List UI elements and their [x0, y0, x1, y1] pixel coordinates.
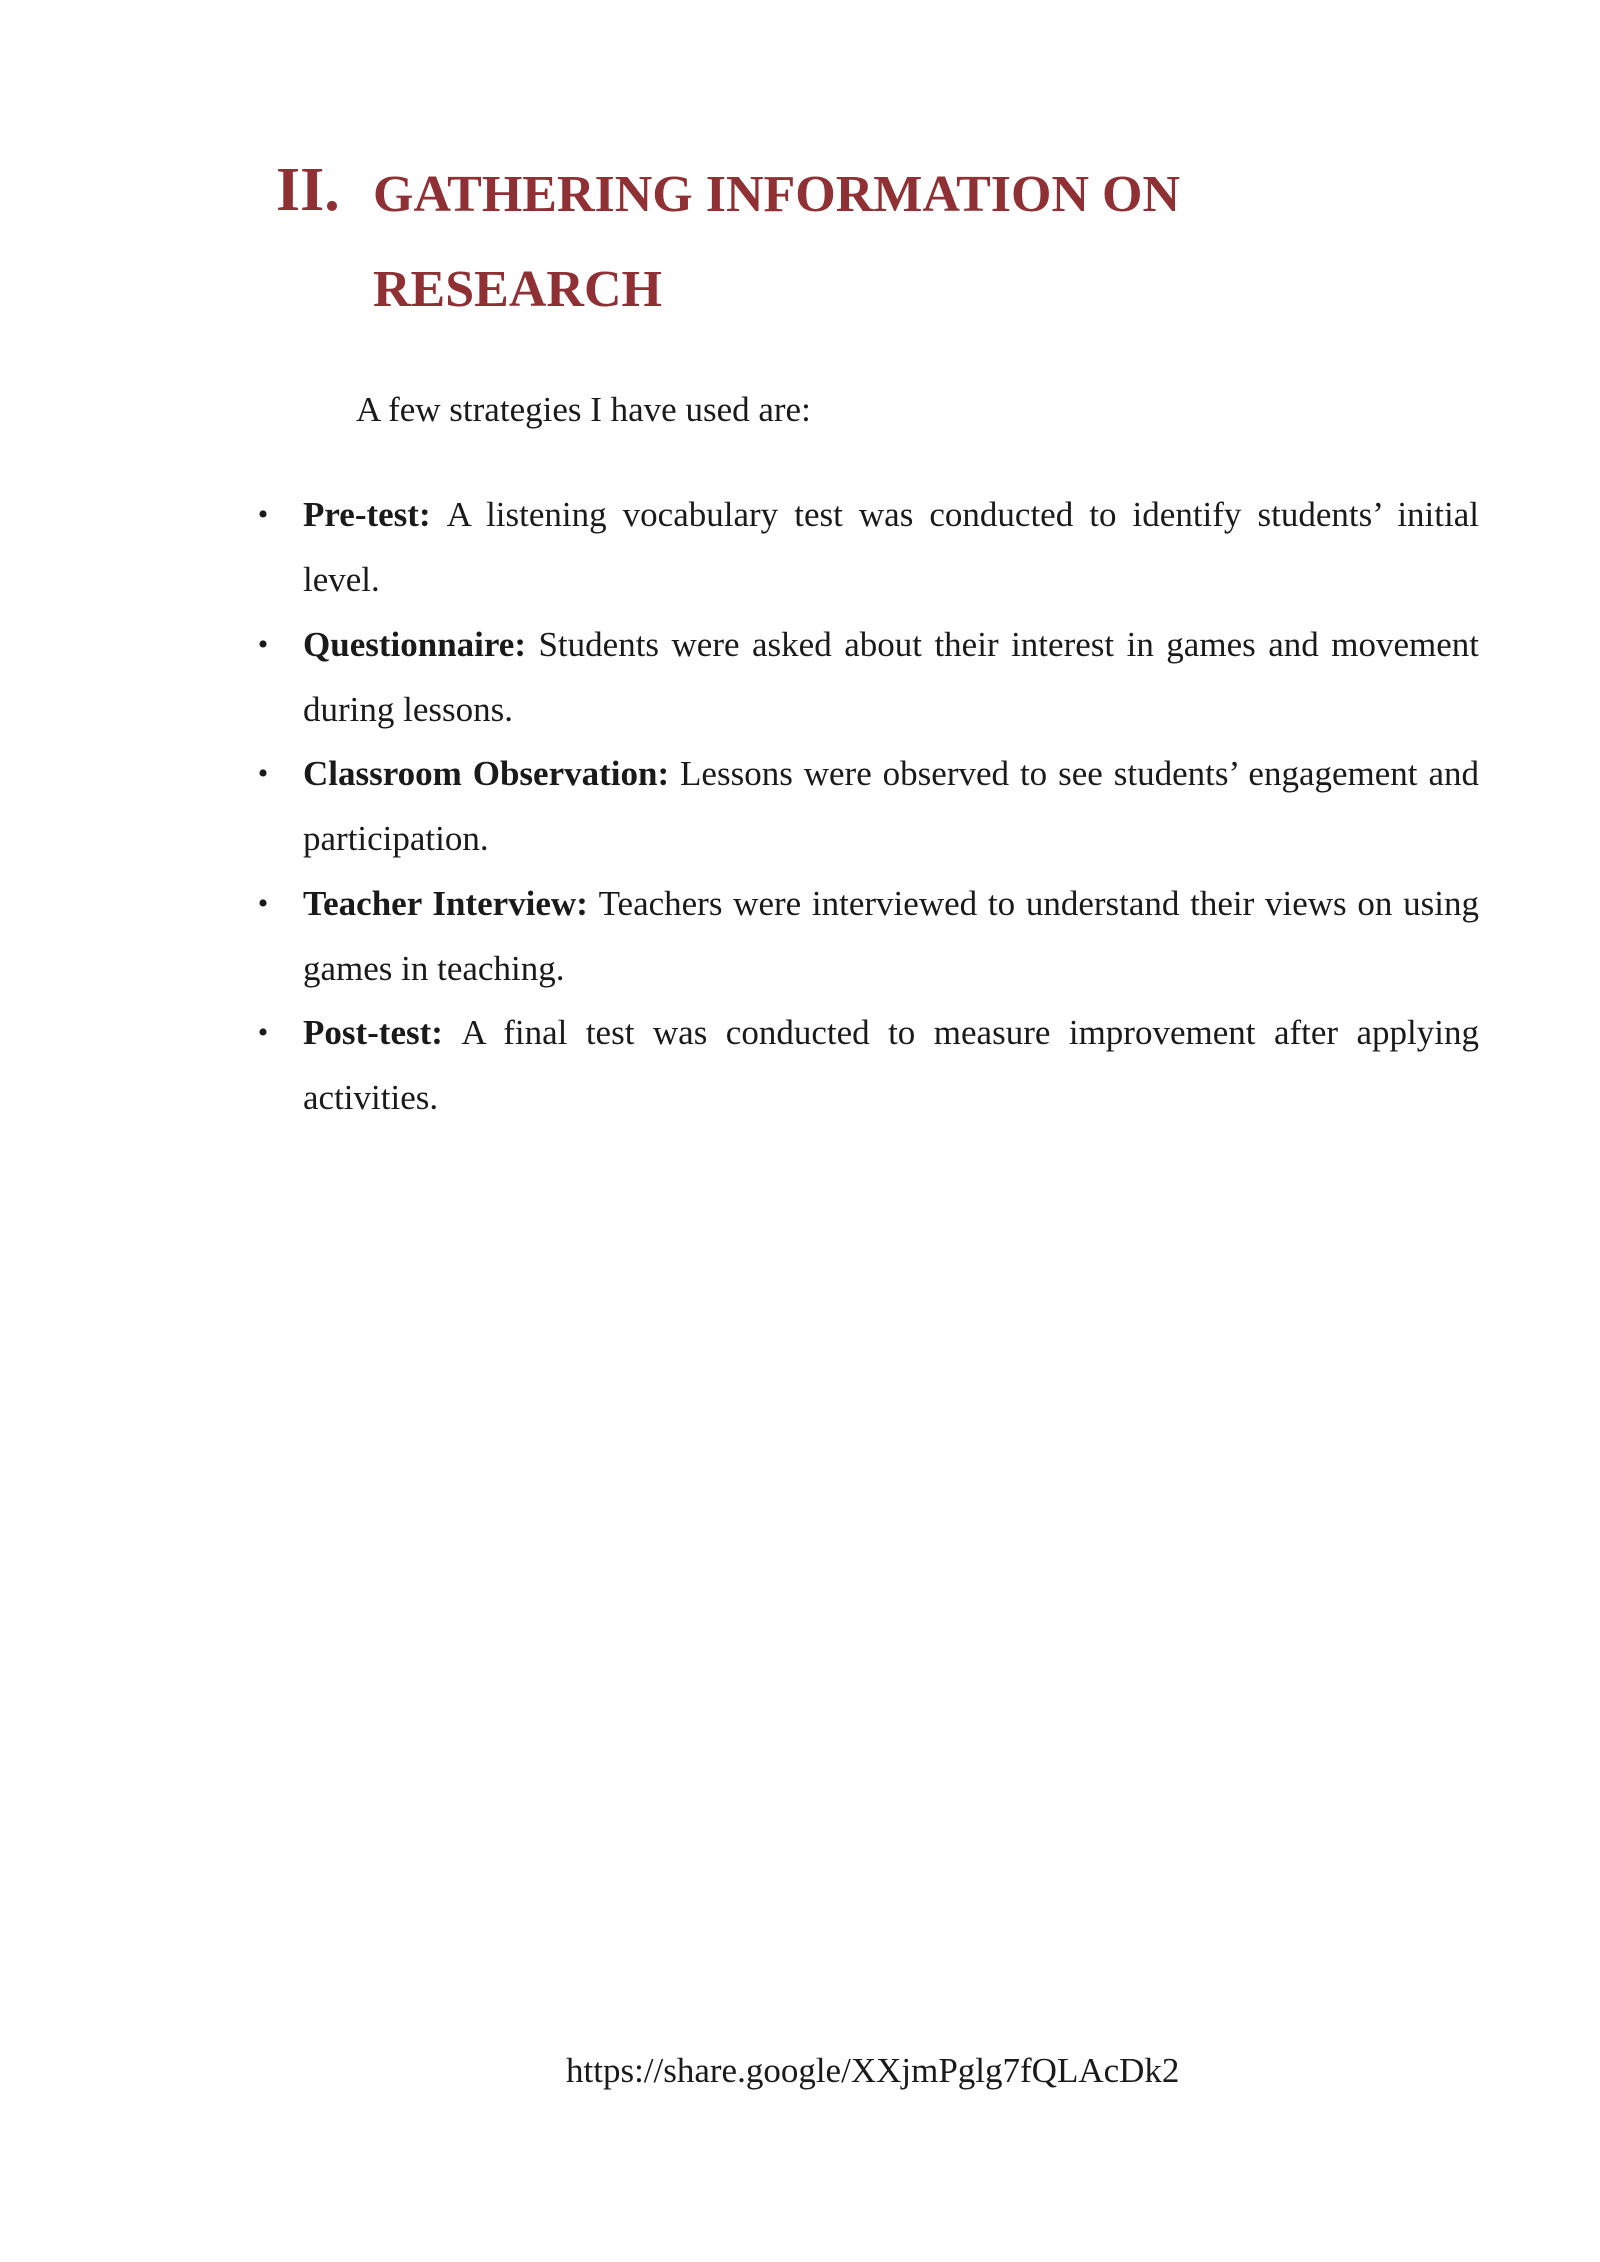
section-title-line-1: GATHERING INFORMATION ON: [373, 166, 1180, 223]
strategy-term: Post-test:: [303, 1013, 462, 1052]
footer-share-link[interactable]: https://share.google/XXjmPglg7fQLAcDk2: [566, 2051, 1180, 2090]
strategy-item-teacher-interview: [257, 871, 1479, 1001]
strategy-term: Classroom Observation:: [303, 754, 681, 793]
strategy-term: Questionnaire:: [303, 625, 539, 664]
strategy-term: Pre-test:: [303, 495, 447, 534]
intro-paragraph: A few strategies I have used are:: [356, 390, 811, 429]
strategy-description: Students were asked about their interest in games and movement during lessons.: [303, 625, 1479, 729]
strategy-description: A listening vocabulary test was conducted to identify students’ initial level.: [303, 495, 1479, 599]
strategy-description: Lessons were observed to see students’ engagement and participation.: [303, 754, 1479, 858]
bullet-icon: •: [257, 757, 269, 790]
bullet-icon: •: [257, 887, 269, 920]
section-title-line-2: RESEARCH: [373, 261, 662, 318]
section-number: II.: [276, 156, 340, 224]
bullet-icon: •: [257, 498, 269, 531]
strategy-description: Teachers were interviewed to understand their views on using games in teaching.: [303, 884, 1479, 988]
strategy-item-questionnaire: [257, 612, 1479, 742]
strategy-description: A final test was conducted to measure improvement after applying activities.: [303, 1013, 1479, 1117]
bullet-icon: •: [257, 1016, 269, 1049]
strategy-item-post-test: [257, 1000, 1479, 1130]
bullet-icon: •: [257, 628, 269, 661]
strategy-item-classroom-observation: [257, 741, 1479, 871]
strategy-term: Teacher Interview:: [303, 884, 599, 923]
strategy-item-pre-test: [257, 482, 1479, 612]
